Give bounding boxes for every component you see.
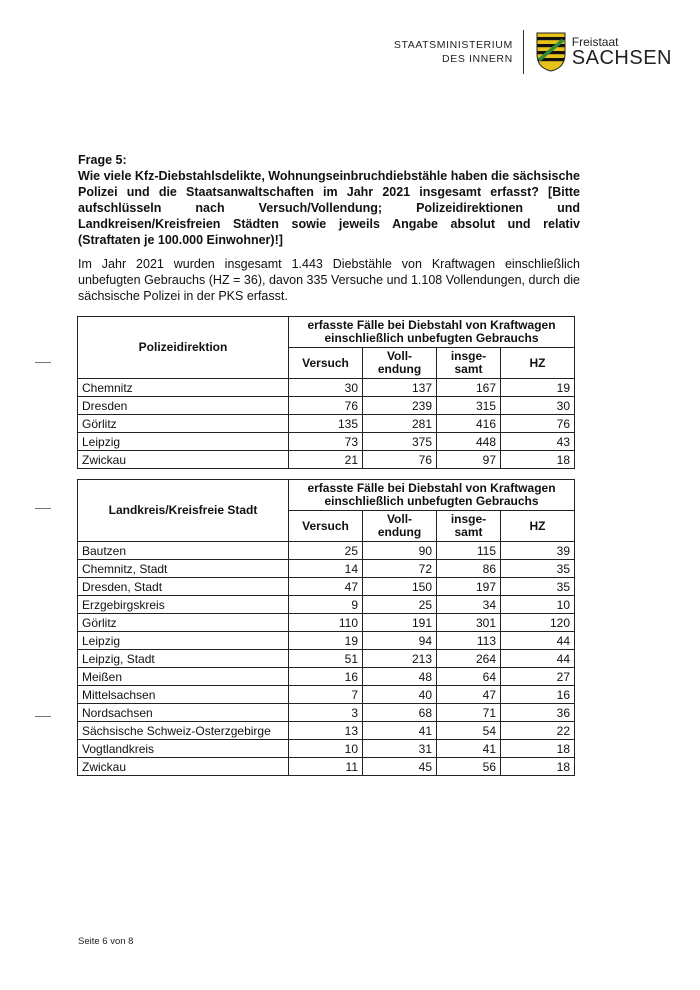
table-row — [78, 614, 575, 632]
row-name: Leipzig — [78, 632, 289, 650]
cell-hz: 120 — [501, 614, 575, 632]
table-row — [78, 415, 575, 433]
row-header: Landkreis/Kreisfreie Stadt — [78, 480, 289, 542]
cell-hz: 44 — [501, 632, 575, 650]
cell-hz: 76 — [501, 415, 575, 433]
cell-versuch: 11 — [289, 758, 363, 776]
ministry-line-1: STAATSMINISTERIUM — [393, 39, 513, 51]
cell-insgesamt: 315 — [437, 397, 501, 415]
cell-versuch: 76 — [289, 397, 363, 415]
letterhead — [394, 30, 672, 74]
cell-versuch: 47 — [289, 578, 363, 596]
cell-vollendung: 90 — [363, 542, 437, 560]
column-header: insge- samt — [437, 511, 501, 542]
cell-vollendung: 72 — [363, 560, 437, 578]
cell-insgesamt: 41 — [437, 740, 501, 758]
cell-insgesamt: 197 — [437, 578, 501, 596]
cell-vollendung: 45 — [363, 758, 437, 776]
row-name: Mittelsachsen — [78, 686, 289, 704]
row-name: Görlitz — [78, 415, 289, 433]
page-number: Seite 6 von 8 — [78, 936, 134, 947]
table-row — [78, 542, 575, 560]
cell-versuch: 19 — [289, 632, 363, 650]
row-name: Dresden, Stadt — [78, 578, 289, 596]
row-name: Chemnitz, Stadt — [78, 560, 289, 578]
column-header: HZ — [501, 511, 575, 542]
cell-vollendung: 239 — [363, 397, 437, 415]
cell-versuch: 14 — [289, 560, 363, 578]
cell-versuch: 73 — [289, 433, 363, 451]
cell-insgesamt: 416 — [437, 415, 501, 433]
cell-insgesamt: 113 — [437, 632, 501, 650]
row-name: Bautzen — [78, 542, 289, 560]
cell-hz: 16 — [501, 686, 575, 704]
column-header: Versuch — [289, 348, 363, 379]
table-polizeidirektion — [77, 316, 575, 469]
cell-insgesamt: 86 — [437, 560, 501, 578]
cell-hz: 30 — [501, 397, 575, 415]
cell-versuch: 110 — [289, 614, 363, 632]
cell-vollendung: 68 — [363, 704, 437, 722]
row-name: Nordsachsen — [78, 704, 289, 722]
row-name: Erzgebirgskreis — [78, 596, 289, 614]
cell-insgesamt: 54 — [437, 722, 501, 740]
margin-mark — [35, 508, 51, 509]
cell-versuch: 16 — [289, 668, 363, 686]
table-row — [78, 740, 575, 758]
state-line-2: SACHSEN — [571, 47, 672, 69]
cell-vollendung: 191 — [363, 614, 437, 632]
row-name: Meißen — [78, 668, 289, 686]
column-header: HZ — [501, 348, 575, 379]
question-text: Wie viele Kfz-Diebstahlsdelikte, Wohnungseinbruchdiebstähle haben die sächsische Polizei und die Staatsanwaltschaften im Jahr 2021 insgesamt erfasst? [Bitte aufschlüsseln nach Versuch/Vollendung; Polizeidirektionen und Landkreisen/Kreisfreien Städten sowie jeweils Angabe absolut und relativ (Straftaten je 100.000 Einwohner)!] — [78, 169, 580, 247]
cell-versuch: 3 — [289, 704, 363, 722]
table-landkreis — [77, 479, 575, 776]
column-header: Versuch — [289, 511, 363, 542]
table-row — [78, 686, 575, 704]
cell-vollendung: 25 — [363, 596, 437, 614]
group-header: erfasste Fälle bei Diebstahl von Kraftwagen einschließlich unbefugten Gebrauchs — [289, 317, 575, 348]
column-header: insge- samt — [437, 348, 501, 379]
cell-hz: 43 — [501, 433, 575, 451]
cell-vollendung: 31 — [363, 740, 437, 758]
cell-insgesamt: 301 — [437, 614, 501, 632]
row-header: Polizeidirektion — [78, 317, 289, 379]
cell-vollendung: 76 — [363, 451, 437, 469]
cell-versuch: 135 — [289, 415, 363, 433]
cell-insgesamt: 448 — [437, 433, 501, 451]
cell-insgesamt: 115 — [437, 542, 501, 560]
table-row — [78, 668, 575, 686]
cell-versuch: 10 — [289, 740, 363, 758]
cell-vollendung: 41 — [363, 722, 437, 740]
state-name — [572, 36, 672, 68]
cell-hz: 35 — [501, 578, 575, 596]
cell-versuch: 25 — [289, 542, 363, 560]
question-label: Frage 5: — [78, 153, 127, 167]
row-name: Vogtlandkreis — [78, 740, 289, 758]
row-name: Leipzig, Stadt — [78, 650, 289, 668]
cell-hz: 19 — [501, 379, 575, 397]
header-divider — [523, 30, 524, 74]
cell-hz: 35 — [501, 560, 575, 578]
cell-hz: 27 — [501, 668, 575, 686]
margin-mark — [35, 716, 51, 717]
table-row — [78, 596, 575, 614]
cell-insgesamt: 97 — [437, 451, 501, 469]
cell-insgesamt: 56 — [437, 758, 501, 776]
row-name: Dresden — [78, 397, 289, 415]
row-name: Chemnitz — [78, 379, 289, 397]
cell-vollendung: 281 — [363, 415, 437, 433]
answer-paragraph: Im Jahr 2021 wurden insgesamt 1.443 Diebstähle von Kraftwagen einschließlich unbefugten Gebrauchs (HZ = 36), davon 335 Versuche und 1.108 Vollendungen, durch die sächsische Polizei in der PKS erfasst. — [78, 257, 580, 303]
cell-versuch: 9 — [289, 596, 363, 614]
cell-insgesamt: 264 — [437, 650, 501, 668]
cell-insgesamt: 34 — [437, 596, 501, 614]
table-row — [78, 379, 575, 397]
table-row — [78, 578, 575, 596]
cell-hz: 10 — [501, 596, 575, 614]
cell-versuch: 13 — [289, 722, 363, 740]
row-name: Sächsische Schweiz-Osterzgebirge — [78, 722, 289, 740]
ministry-name — [394, 38, 513, 66]
table-row — [78, 632, 575, 650]
state-line-1: Freistaat — [571, 35, 619, 49]
cell-vollendung: 213 — [363, 650, 437, 668]
cell-vollendung: 94 — [363, 632, 437, 650]
cell-hz: 18 — [501, 740, 575, 758]
cell-hz: 22 — [501, 722, 575, 740]
cell-vollendung: 40 — [363, 686, 437, 704]
column-header: Voll- endung — [363, 348, 437, 379]
cell-vollendung: 48 — [363, 668, 437, 686]
cell-versuch: 7 — [289, 686, 363, 704]
cell-vollendung: 137 — [363, 379, 437, 397]
table-row — [78, 758, 575, 776]
table-row — [78, 704, 575, 722]
table-row — [78, 722, 575, 740]
table-row — [78, 433, 575, 451]
question-block — [78, 152, 580, 248]
row-name: Zwickau — [78, 758, 289, 776]
row-name: Görlitz — [78, 614, 289, 632]
row-name: Leipzig — [78, 433, 289, 451]
column-header: Voll- endung — [363, 511, 437, 542]
cell-vollendung: 375 — [363, 433, 437, 451]
cell-hz: 18 — [501, 758, 575, 776]
cell-insgesamt: 71 — [437, 704, 501, 722]
group-header: erfasste Fälle bei Diebstahl von Kraftwagen einschließlich unbefugten Gebrauchs — [289, 480, 575, 511]
cell-insgesamt: 47 — [437, 686, 501, 704]
cell-hz: 44 — [501, 650, 575, 668]
cell-insgesamt: 64 — [437, 668, 501, 686]
cell-hz: 39 — [501, 542, 575, 560]
table-row — [78, 560, 575, 578]
margin-mark — [35, 362, 51, 363]
saxony-coat-of-arms-icon — [536, 32, 566, 72]
table-row — [78, 397, 575, 415]
ministry-line-2: DES INNERN — [442, 53, 513, 65]
cell-insgesamt: 167 — [437, 379, 501, 397]
cell-versuch: 51 — [289, 650, 363, 668]
table-row — [78, 451, 575, 469]
cell-hz: 18 — [501, 451, 575, 469]
cell-versuch: 21 — [289, 451, 363, 469]
cell-vollendung: 150 — [363, 578, 437, 596]
cell-hz: 36 — [501, 704, 575, 722]
table-row — [78, 650, 575, 668]
cell-versuch: 30 — [289, 379, 363, 397]
row-name: Zwickau — [78, 451, 289, 469]
